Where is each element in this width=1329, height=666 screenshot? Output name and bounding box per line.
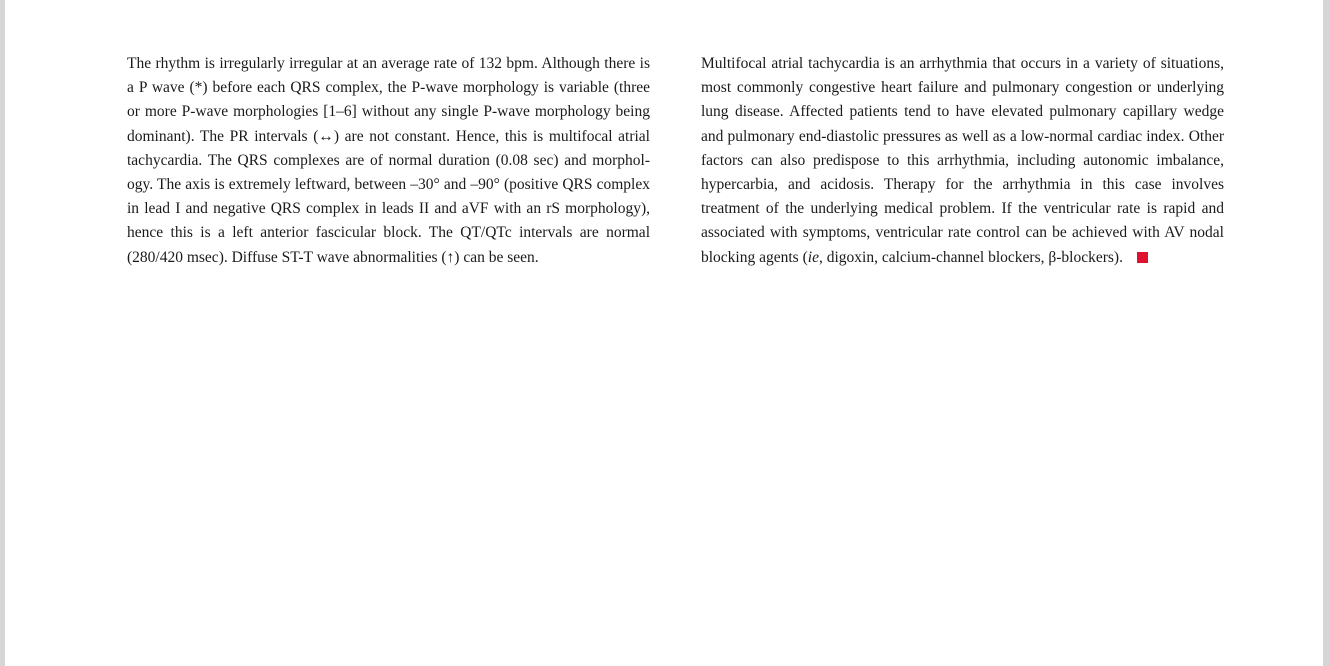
- discussion-paragraph: [701, 52, 1224, 270]
- end-of-article-square-icon: [1137, 252, 1148, 263]
- discussion-text-end: , digoxin, calcium-channel blockers, β-blockers).: [818, 248, 1123, 266]
- discussion-text-start: Multifocal atrial tachycardia is an arrhythmia that occurs in a variety of situations, most commonly congestive heart failure and pulmonary congestion or underlying lung disease. Affected patients tend to have elevated pulmonary capillary wedge and pulmonary end-diastolic pressures as well as a low-normal cardiac index. Other factors can also predispose to this arrhythmia, including autonomic imbalance, hypercarbia, and acidosis. Therapy for the arrhythmia in this case involves treatment of the underlying medical problem. If the ventricular rate is rapid and associated with symptoms, ventricular rate control can be achieved with AV nodal blocking agents (: [701, 55, 1224, 266]
- document-page: [5, 0, 1323, 666]
- rhythm-analysis-paragraph: The rhythm is irregularly irregular at an average rate of 132 bpm. Although there is a P wave (*) before each QRS complex, the P-wave morphology is variable (three or more P-wave morphologies [1–6] without any single P-wave morphology being dominant). The PR intervals (↔) are not constant. Hence, this is multifocal atrial tachycardia. The QRS complexes are of normal duration (0.08 sec) and morphology. The axis is extremely leftward, between –30° and –90° (positive QRS complex in lead I and negative QRS complex in leads II and aVF with an rS morphology), hence this is a left anterior fascicular block. The QT/QTc intervals are normal (280/420 msec). Diffuse ST-T wave abnormalities (↑) can be seen.: [127, 55, 650, 266]
- right-text-column: [701, 52, 1224, 270]
- ie-abbreviation: ie: [807, 248, 819, 266]
- left-text-column: [127, 52, 650, 270]
